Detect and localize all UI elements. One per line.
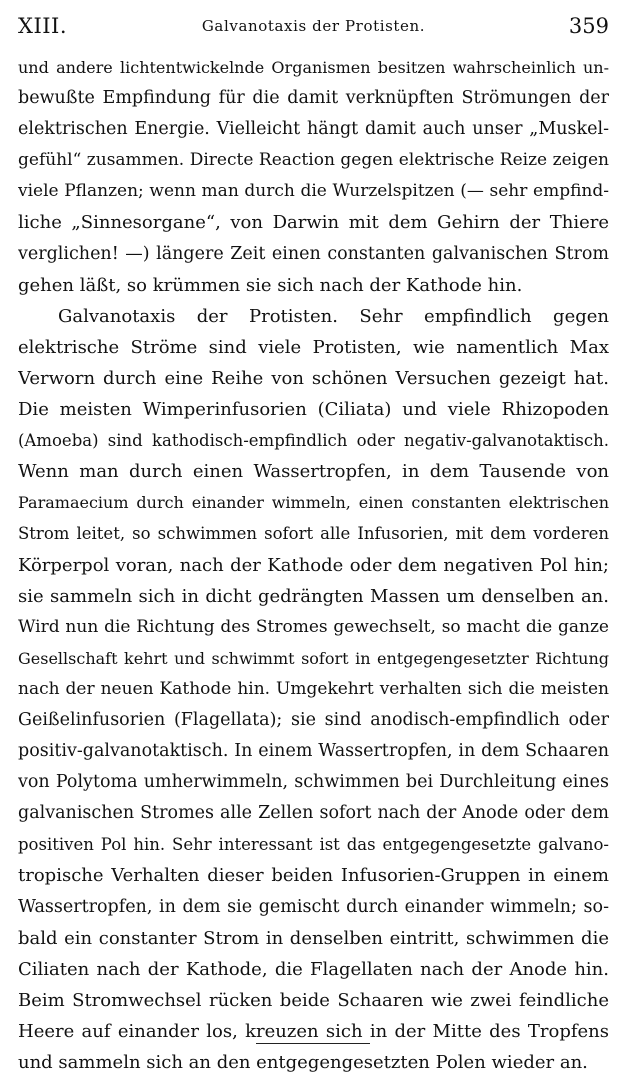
running-title: Galvanotaxis der Protisten. xyxy=(201,17,426,35)
text-line: (Amoeba) sind kathodisch-empfindlich oder negativ-galvanotaktisch. xyxy=(18,431,609,451)
text-line: Ciliaten nach der Kathode, die Flagellaten nach der Anode hin. xyxy=(18,958,609,980)
footer-rule xyxy=(256,1043,370,1044)
chapter-number: XIII. xyxy=(18,14,68,38)
section-heading-line: Galvanotaxis der Protisten. Sehr empfindlich gegen xyxy=(58,305,609,327)
text-line: liche „Sinnesorgane“, von Darwin mit dem Gehirn der Thiere xyxy=(18,212,609,234)
text-line: Beim Stromwechsel rücken beide Schaaren wie zwei feindliche xyxy=(18,989,609,1011)
body-text xyxy=(18,52,609,1078)
text-line: Geißelinfusorien (Flagellata); sie sind anodisch-empfindlich oder xyxy=(18,709,609,730)
text-line: positiven Pol hin. Sehr interessant ist das entgegengesetzte galvano- xyxy=(18,835,609,855)
text-line: Heere auf einander los, kreuzen sich in der Mitte des Tropfens xyxy=(18,1020,609,1042)
page-number: 359 xyxy=(568,14,609,38)
text-line: Wird nun die Richtung des Stromes gewechselt, so macht die ganze xyxy=(18,616,609,637)
text-line: sie sammeln sich in dicht gedrängten Massen um denselben an. xyxy=(18,585,609,607)
text-line: Die meisten Wimperinfusorien (Ciliata) und viele Rhizopoden xyxy=(18,399,609,421)
text-line: Wenn man durch einen Wassertropfen, in dem Tausende von xyxy=(18,461,609,483)
text-line: elektrischen Energie. Vielleicht hängt damit auch unser „Muskel- xyxy=(18,119,609,140)
text-line: viele Pflanzen; wenn man durch die Wurzelspitzen (— sehr empfind- xyxy=(18,181,609,202)
text-line: Paramaecium durch einander wimmeln, einen constanten elektrischen xyxy=(18,493,609,513)
text-line: positiv-galvanotaktisch. In einem Wassertropfen, in dem Schaaren xyxy=(18,741,609,762)
text-line: galvanischen Stromes alle Zellen sofort nach der Anode oder dem xyxy=(18,803,609,824)
text-line: bewußte Empfindung für die damit verknüpften Strömungen der xyxy=(18,88,609,109)
text-line: bald ein constanter Strom in denselben eintritt, schwimmen die xyxy=(18,927,609,949)
text-line: elektrische Ströme sind viele Protisten, wie namentlich Max xyxy=(18,336,609,358)
text-line: Wassertropfen, in dem sie gemischt durch einander wimmeln; so- xyxy=(18,896,609,917)
text-line: und sammeln sich an den entgegengesetzten Polen wieder an. xyxy=(18,1052,588,1073)
text-line: und andere lichtentwickelnde Organismen besitzen wahrscheinlich un- xyxy=(18,58,609,77)
text-line: nach der neuen Kathode hin. Umgekehrt verhalten sich die meisten xyxy=(18,678,609,699)
text-line: verglichen! —) längere Zeit einen constanten galvanischen Strom xyxy=(18,243,609,264)
text-line: gehen läßt, so krümmen sie sich nach der Kathode hin. xyxy=(18,274,523,296)
text-line: Gesellschaft kehrt und schwimmt sofort in entgegengesetzter Richtung xyxy=(18,648,609,668)
text-line: gefühl“ zusammen. Directe Reaction gegen elektrische Reize zeigen xyxy=(18,150,609,171)
text-line: Körperpol voran, nach der Kathode oder dem negativen Pol hin; xyxy=(18,554,609,576)
text-line: von Polytoma umherwimmeln, schwimmen bei Durchleitung eines xyxy=(18,772,609,793)
text-line: tropische Verhalten dieser beiden Infusorien-Gruppen in einem xyxy=(18,865,609,887)
page-header xyxy=(18,14,609,44)
text-line: Verworn durch eine Reihe von schönen Versuchen gezeigt hat. xyxy=(18,367,609,389)
text-line: Strom leitet, so schwimmen sofort alle Infusorien, mit dem vorderen xyxy=(18,524,609,544)
